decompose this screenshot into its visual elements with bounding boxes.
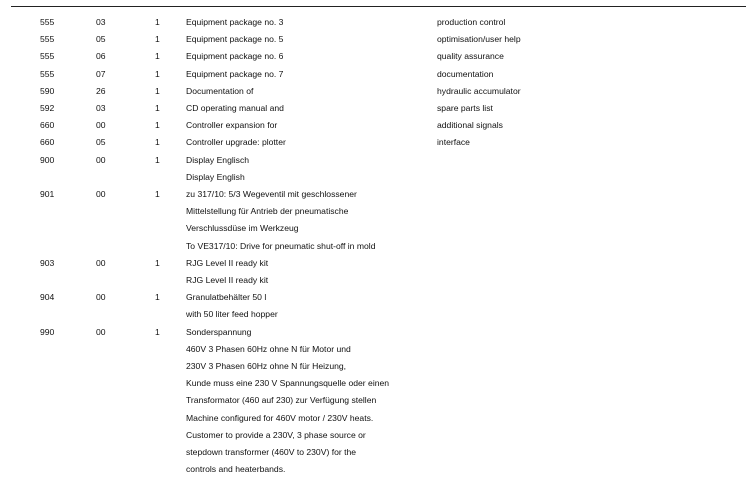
- item-number: 590: [40, 85, 55, 96]
- variant-number: 03: [96, 17, 106, 27]
- description: Controller expansion for: [186, 120, 278, 131]
- table-row: [0, 152, 746, 169]
- description: Equipment package no. 6: [186, 51, 284, 62]
- table-row: [0, 392, 746, 409]
- quantity: 1: [155, 137, 160, 148]
- table-row: [0, 220, 746, 237]
- description-continued: hydraulic accumulator: [437, 85, 521, 96]
- description: Verschlussdüse im Werkzeug: [186, 223, 299, 234]
- table-row: [0, 186, 746, 203]
- description: Display English: [186, 171, 245, 182]
- table-row: [0, 461, 746, 478]
- description: zu 317/10: 5/3 Wegeventil mit geschlossener: [186, 189, 357, 199]
- description: Kunde muss eine 230 V Spannungsquelle oder einen: [186, 378, 390, 389]
- table-row: [0, 444, 746, 461]
- quantity: 1: [155, 189, 160, 199]
- table-row: [0, 14, 746, 31]
- quantity: 1: [155, 51, 160, 62]
- description: Documentation of: [186, 85, 254, 96]
- table-row: [0, 83, 746, 100]
- variant-number: 06: [96, 51, 106, 62]
- description-continued: production control: [437, 17, 506, 27]
- item-number: 592: [40, 103, 55, 113]
- table-row: [0, 375, 746, 392]
- table-row: [0, 66, 746, 83]
- description: controls and heaterbands.: [186, 464, 286, 475]
- quantity: 1: [155, 34, 160, 45]
- description: Display Englisch: [186, 154, 250, 165]
- description: RJG Level II ready kit: [186, 257, 269, 268]
- description: stepdown transformer (460V to 230V) for the: [186, 447, 357, 457]
- description: Mittelstellung für Antrieb der pneumatische: [186, 206, 349, 217]
- description: CD operating manual and: [186, 103, 284, 113]
- variant-number: 26: [96, 85, 106, 96]
- description: Controller upgrade: plotter: [186, 137, 286, 148]
- table-row: [0, 427, 746, 444]
- quantity: 1: [155, 257, 160, 268]
- description: Customer to provide a 230V, 3 phase source or: [186, 429, 366, 440]
- item-number: 990: [40, 326, 55, 337]
- item-number: 555: [40, 68, 55, 79]
- description: with 50 liter feed hopper: [186, 309, 278, 320]
- description: Transformator (460 auf 230) zur Verfügung stellen: [186, 395, 377, 406]
- item-number: 900: [40, 154, 55, 165]
- variant-number: 00: [96, 257, 106, 268]
- variant-number: 00: [96, 292, 106, 303]
- table-row: [0, 358, 746, 375]
- description: Equipment package no. 3: [186, 17, 284, 27]
- description-continued: quality assurance: [437, 51, 504, 62]
- quantity: 1: [155, 85, 160, 96]
- variant-number: 05: [96, 137, 106, 148]
- description-continued: interface: [437, 137, 470, 148]
- variant-number: 00: [96, 154, 106, 165]
- quantity: 1: [155, 120, 160, 131]
- item-number: 555: [40, 17, 55, 27]
- description: 460V 3 Phasen 60Hz ohne N für Motor und: [186, 343, 351, 354]
- quantity: 1: [155, 292, 160, 303]
- description-continued: spare parts list: [437, 103, 493, 113]
- table-row: [0, 272, 746, 289]
- variant-number: 03: [96, 103, 106, 113]
- description-continued: optimisation/user help: [437, 34, 521, 45]
- quantity: 1: [155, 17, 160, 27]
- description: Granulatbehälter 50 l: [186, 292, 267, 303]
- description: Sonderspannung: [186, 326, 252, 337]
- table-row: [0, 117, 746, 134]
- table-row: [0, 306, 746, 323]
- table-row: [0, 255, 746, 272]
- table-row: [0, 410, 746, 427]
- description-continued: documentation: [437, 68, 494, 79]
- quantity: 1: [155, 154, 160, 165]
- description: Equipment package no. 7: [186, 68, 284, 79]
- table-row: [0, 203, 746, 220]
- table-row: [0, 324, 746, 341]
- description-continued: additional signals: [437, 120, 503, 131]
- description: Equipment package no. 5: [186, 34, 284, 45]
- variant-number: 05: [96, 34, 106, 45]
- description: Machine configured for 460V motor / 230V heats.: [186, 412, 374, 423]
- quantity: 1: [155, 103, 160, 113]
- top-divider: [11, 6, 746, 7]
- item-number: 903: [40, 257, 55, 268]
- table-row: [0, 238, 746, 255]
- table-row: [0, 169, 746, 186]
- item-number: 555: [40, 34, 55, 45]
- item-number: 904: [40, 292, 55, 303]
- variant-number: 00: [96, 326, 106, 337]
- quantity: 1: [155, 68, 160, 79]
- table-row: [0, 341, 746, 358]
- variant-number: 00: [96, 120, 106, 131]
- table-row: [0, 100, 746, 117]
- quantity: 1: [155, 326, 160, 337]
- item-number: 660: [40, 137, 55, 148]
- table-row: [0, 48, 746, 65]
- description: To VE317/10: Drive for pneumatic shut-off in mold: [186, 240, 376, 251]
- description: RJG Level II ready kit: [186, 275, 269, 285]
- table-row: [0, 31, 746, 48]
- description: 230V 3 Phasen 60Hz ohne N für Heizung,: [186, 361, 347, 371]
- item-number: 660: [40, 120, 55, 131]
- variant-number: 07: [96, 68, 106, 79]
- variant-number: 00: [96, 189, 106, 199]
- item-number: 555: [40, 51, 55, 62]
- table-row: [0, 134, 746, 151]
- table-row: [0, 289, 746, 306]
- item-number: 901: [40, 189, 55, 199]
